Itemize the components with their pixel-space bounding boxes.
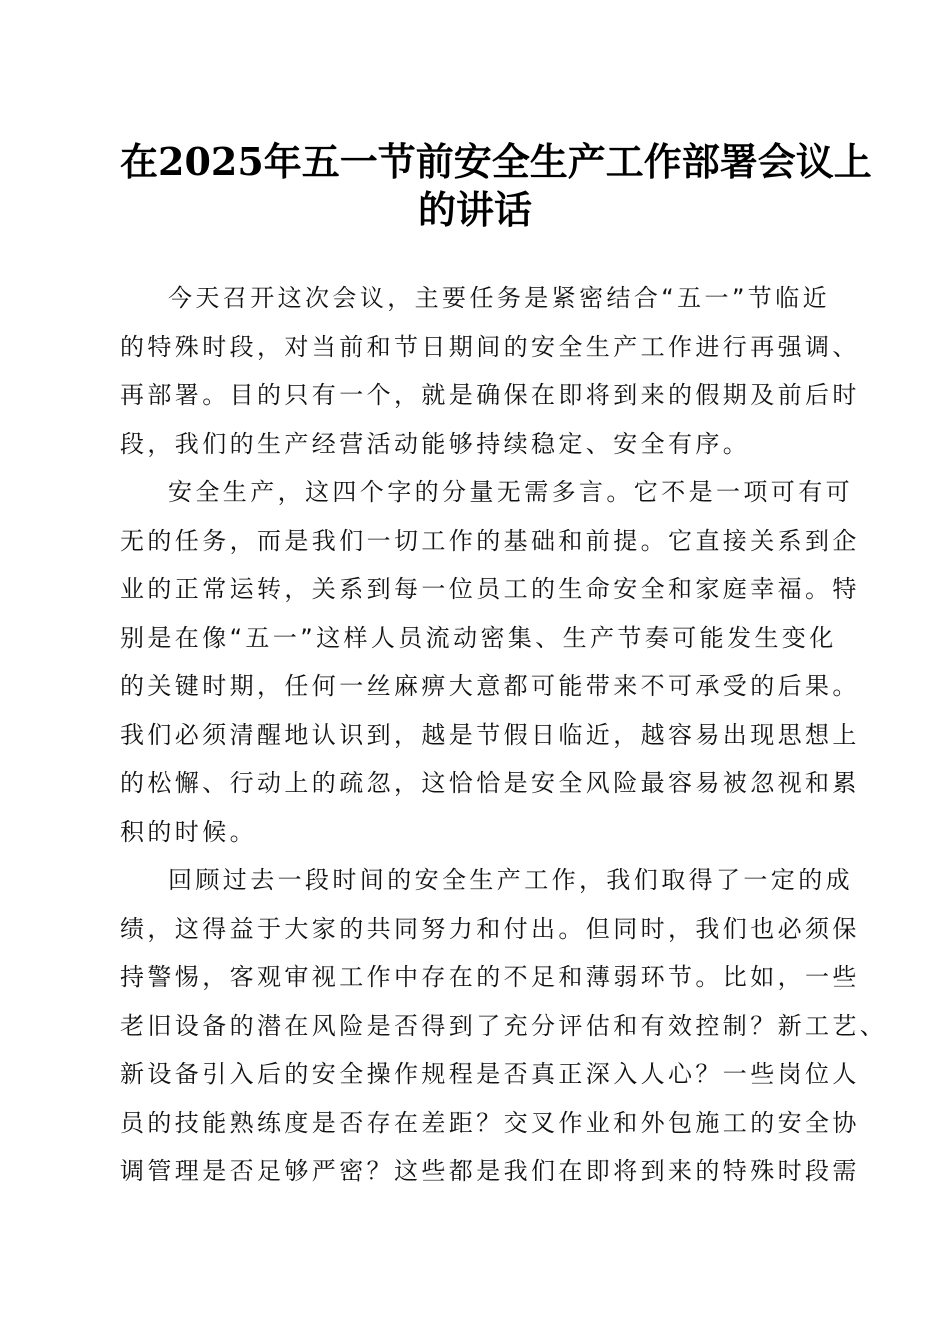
paragraph-line: 持警惕，客观审视工作中存在的不足和薄弱环节。比如，一些 (120, 963, 860, 991)
title-line-2: 的讲话 (417, 187, 532, 232)
paragraph-line: 的特殊时段，对当前和节日期间的安全生产工作进行再强调、 (120, 332, 860, 361)
paragraph-line: 的松懈、行动上的疏忽，这恰恰是安全风险最容易被忽视和累 (120, 769, 860, 797)
paragraph-line: 员的技能熟练度是否存在差距？交叉作业和外包施工的安全协 (120, 1108, 860, 1137)
paragraph-line: 别是在像“五一”这样人员流动密集、生产节奏可能发生变化 (120, 623, 837, 652)
document-body (120, 274, 888, 1196)
paragraph-line: 安全生产，这四个字的分量无需多言。它不是一项可有可 (168, 478, 853, 506)
paragraph-1 (120, 274, 860, 468)
paragraph-line: 我们必须清醒地认识到，越是节假日临近，越容易出现思想上 (120, 720, 860, 749)
paragraph-line: 老旧设备的潜在风险是否得到了充分评估和有效控制？新工艺、 (120, 1011, 888, 1040)
paragraph-2 (120, 468, 860, 856)
paragraph-line: 绩，这得益于大家的共同努力和付出。但同时，我们也必须保 (120, 914, 860, 943)
document-title (120, 138, 872, 234)
paragraph-3 (120, 856, 888, 1196)
paragraph-line: 再部署。目的只有一个，就是确保在即将到来的假期及前后时 (120, 381, 860, 409)
paragraph-line: 新设备引入后的安全操作规程是否真正深入人心？一些岗位人 (120, 1060, 860, 1088)
paragraph-line: 调管理是否足够严密？这些都是我们在即将到来的特殊时段需 (120, 1157, 860, 1185)
paragraph-line: 业的正常运转，关系到每一位员工的生命安全和家庭幸福。特 (120, 575, 860, 603)
paragraph-line: 积的时候。 (120, 817, 257, 846)
paragraph-line: 的关键时期，任何一丝麻痹大意都可能带来不可承受的后果。 (120, 672, 860, 700)
paragraph-line: 无的任务，而是我们一切工作的基础和前提。它直接关系到企 (120, 526, 860, 555)
paragraph-line: 段，我们的生产经营活动能够持续稳定、安全有序。 (120, 429, 751, 458)
title-line-1: 在2025年五一节前安全生产工作部署会议上 (120, 139, 872, 184)
paragraph-line: 今天召开这次会议，主要任务是紧密结合“五一”节临近 (168, 284, 830, 312)
paragraph-line: 回顾过去一段时间的安全生产工作，我们取得了一定的成 (168, 866, 853, 894)
